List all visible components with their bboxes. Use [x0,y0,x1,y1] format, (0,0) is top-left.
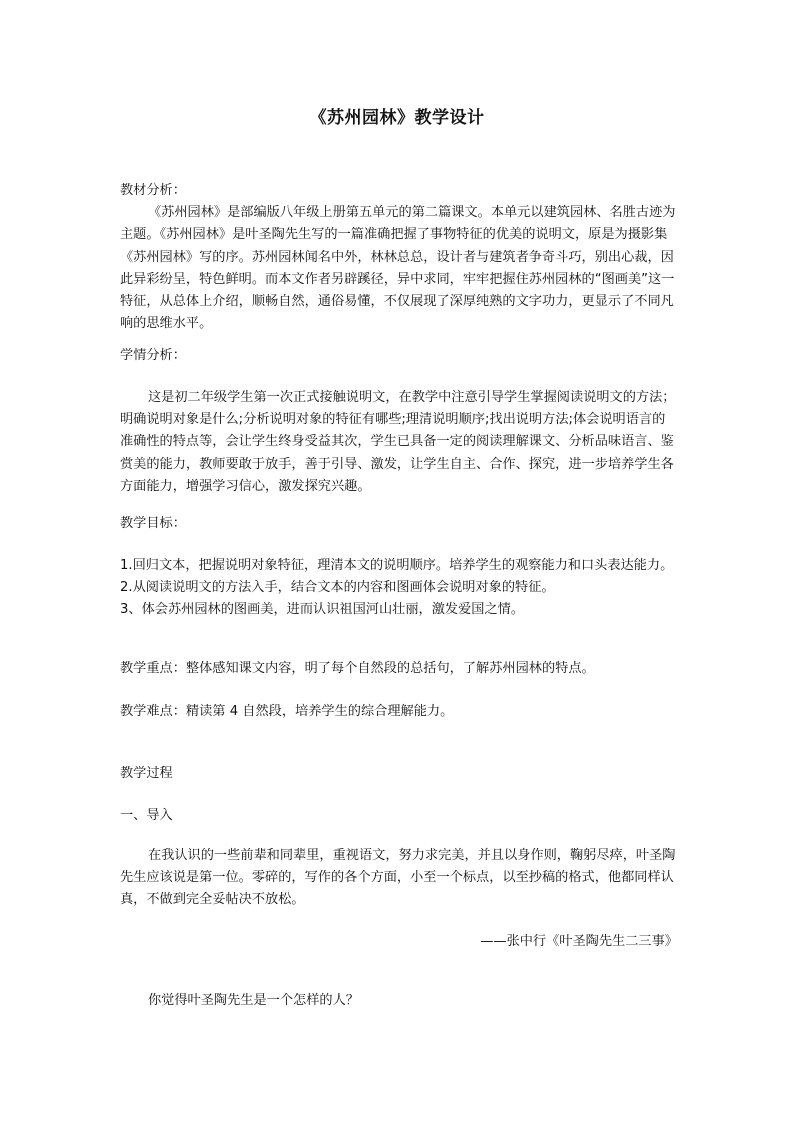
objective-item: 2.从阅读说明文的方法入手，结合文本的内容和图画体会说明对象的特征。 [120,580,555,596]
difficulty-block [120,701,678,723]
key-point: 教学重点：整体感知课文内容，明了每个自然段的总括句，了解苏州园林的特点。 [120,661,595,676]
intro-question: 你觉得叶圣陶先生是一个怎样的人？ [148,993,359,1008]
quote-attribution: ——张中行《叶圣陶先生二三事》 [480,934,678,949]
material-analysis-body: 《苏州园林》是部编版八年级上册第五单元的第二篇课文。本单元以建筑园林、名胜古迹为主题。《苏州园林》是叶圣陶先生写的一篇准确把握了事物特征的优美的说明文，原是为摄影集《苏州园林》写的序。苏州园林闻名中外，林林总总，设计者与建筑者争奇斗巧，别出心裁，因此异彩纷呈，特色鲜明。而本文作者另辟蹊径，异中求同，牢牢把握住苏州园林的“图画美”这一特征，从总体上介绍，顺畅自然，通俗易懂，不仅展现了深厚纯熟的文字功力，更显示了不同凡响的思维水平。 [120,205,676,332]
document-title: 《苏州园林》教学设计 [309,108,485,128]
quote-block [120,845,678,912]
objective-item: 3、体会苏州园林的图画美，进而认识祖国河山壮丽，激发爱国之情。 [120,602,525,618]
process-heading: 教学过程 [120,766,173,781]
question-block [120,990,678,1012]
section1-heading-block [120,805,678,827]
section1-heading: 一、导入 [120,808,173,823]
objectives-heading-block [120,513,678,535]
material-analysis-section [120,180,678,335]
student-analysis-body: 这是初二年级学生第一次正式接触说明文，在教学中注意引导学生掌握阅读说明文的方法；明确说明对象是什么;分析说明对象的特征有哪些;理清说明顺序;找出说明方法;体会说明语言的准确性的特点等，会让学生终身受益其次，学生已具备一定的阅读理解课文、分析品味语言、鉴赏美的能力，教师要敢于放手，善于引导、激发，让学生自主、合作、探究，进一步培养学生各方面能力，增强学习信心，激发探究兴趣。 [120,390,676,494]
objectives-list [120,555,678,622]
material-analysis-heading: 教材分析： [120,183,186,198]
objectives-heading: 教学目标： [120,516,186,531]
student-analysis-heading: 学情分析： [120,348,186,363]
student-analysis-heading-block [120,345,678,367]
difficulty: 教学难点：精读第 4 自然段，培养学生的综合理解能力。 [120,704,454,719]
objective-item: 1.回归文本，把握说明对象特征，理清本文的说明顺序。培养学生的观察能力和口头表达能力。 [120,558,674,573]
process-heading-block [120,763,678,785]
attribution-block [120,931,678,953]
key-point-block [120,658,678,680]
student-analysis-body-block [120,387,678,498]
intro-quote: 在我认识的一些前辈和同辈里，重视语文，努力求完美，并且以身作则，鞠躬尽瘁，叶圣陶先生应该说是第一位。零碎的，写作的各个方面，小至一个标点，以至抄稿的格式，他都同样认真，不做到完全妥帖决不放松。 [120,848,676,908]
